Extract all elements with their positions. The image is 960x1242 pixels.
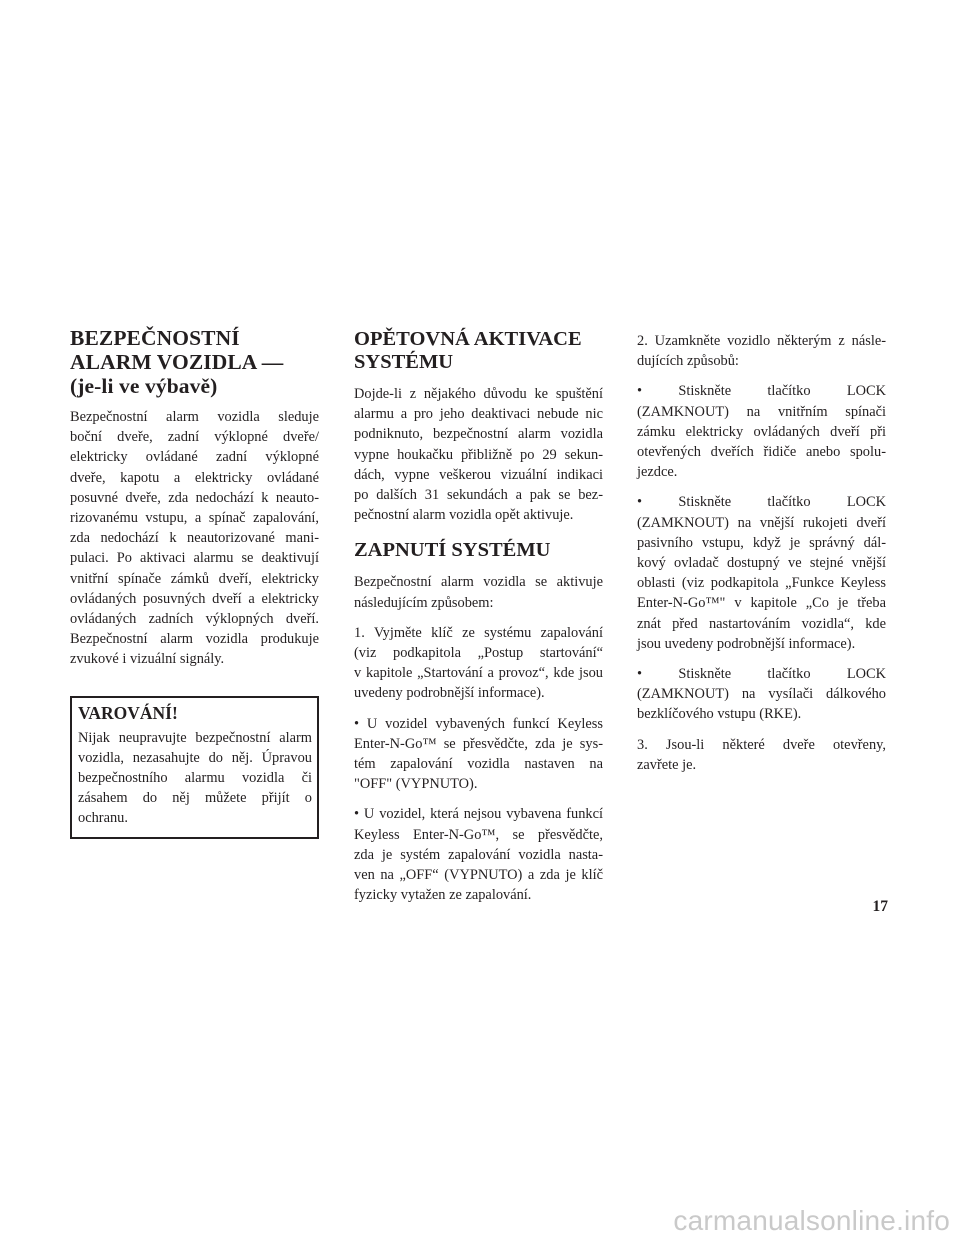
enable-step-1 xyxy=(354,623,603,704)
text-line: • Stiskněte tlačítko LOCK xyxy=(637,494,886,511)
text-line: uvedeny podrobnější informace). xyxy=(354,685,545,702)
text-line: ovládaných zadních výklopných dveří. xyxy=(70,611,319,628)
heading-rearm-system xyxy=(354,328,603,374)
text-line: dách, vypne veškerou vizuální indikaci xyxy=(354,466,603,483)
enable-intro xyxy=(354,572,603,612)
enable-bullet-keyless xyxy=(354,714,603,795)
text-line: dujících způsobů: xyxy=(637,353,739,370)
text-line: zásahem do něj můžete přijít o xyxy=(78,790,312,807)
text-line: zda nedochází k neautorizované mani- xyxy=(70,530,319,547)
text-line: Bezpečnostní alarm vozidla se aktivuje xyxy=(354,574,603,591)
lock-bullet-exterior-handle xyxy=(637,492,886,654)
text-line: alarmu a pro jeho deaktivaci nebude nic xyxy=(354,406,603,423)
text-line: po dalších 31 sekundách a pak se bez- xyxy=(354,487,603,504)
heading-vehicle-security-alarm xyxy=(70,326,319,398)
enable-bullet-no-keyless xyxy=(354,804,603,905)
text-line: elektricky ovládané zadní výklopné xyxy=(70,449,319,466)
page-number: 17 xyxy=(872,898,888,915)
text-line: "OFF" (VYPNUTO). xyxy=(354,776,478,793)
text-line: Dojde-li z nějakého důvodu ke spuštění xyxy=(354,386,603,402)
watermark: carmanualsonline.info xyxy=(673,1205,950,1236)
text-line: jsou uvedeny podrobnější informace). xyxy=(637,635,856,652)
text-line: bezklíčového vstupu (RKE). xyxy=(637,706,802,723)
text-line: znát před nastartováním vozidla“, kde xyxy=(637,615,886,632)
text-line: 1. Vyjměte klíč ze systému zapalování xyxy=(354,624,603,641)
heading-line: OPĚTOVNÁ AKTIVACE xyxy=(354,328,582,350)
heading-enable-system: ZAPNUTÍ SYSTÉMU xyxy=(354,539,551,562)
text-line: • U vozidel, která nejsou vybavena funkcí xyxy=(354,806,603,823)
text-line: bezpečnostního alarmu vozidla či xyxy=(78,770,312,787)
text-line: oblasti (viz podkapitola „Funkce Keyless xyxy=(637,575,886,592)
text-line: posuvné dveře, zda nedochází k neauto- xyxy=(70,489,319,506)
text-line: vozidla, nezasahujte do něj. Úpravou xyxy=(78,749,312,766)
text-line: tém zapalování vozidla nastaven na xyxy=(354,756,603,773)
alarm-description xyxy=(70,407,319,670)
text-line: 2. Uzamkněte vozidlo některým z násle- xyxy=(637,333,886,349)
text-line: fyzicky vytažen ze zapalování. xyxy=(354,887,532,904)
text-line: (ZAMKNOUT) na vnitřním spínači xyxy=(637,403,886,420)
enable-step-2 xyxy=(637,331,886,371)
text-line: následujícím způsobem: xyxy=(354,594,494,611)
warning-text xyxy=(78,728,312,829)
lock-bullet-rke-transmitter xyxy=(637,664,886,725)
text-line: • Stiskněte tlačítko LOCK xyxy=(637,666,886,683)
text-line: vypne houkačku přibližně po 29 sekun- xyxy=(354,446,603,463)
text-line: Enter-N-Go™" v kapitole „Co je třeba xyxy=(637,595,886,612)
column-middle xyxy=(354,0,603,905)
enable-step-3 xyxy=(637,735,886,775)
warning-title: VAROVÁNÍ! xyxy=(78,702,178,723)
text-line: pasivního vstupu, když je správný dál- xyxy=(637,534,886,551)
heading-line: (je-li ve výbavě) xyxy=(70,374,218,398)
text-line: (viz podkapitola „Postup startování“ xyxy=(354,645,603,662)
text-line: ven na „OFF“ (VYPNUTO) a zda je klíč xyxy=(354,867,603,884)
text-line: zda je systém zapalování vozidla nasta- xyxy=(354,846,603,863)
text-line: zavřete je. xyxy=(637,756,697,773)
text-line: Nijak neupravujte bezpečnostní alarm xyxy=(78,729,312,746)
text-line: (ZAMKNOUT) na vnější rukojeti dveří xyxy=(637,514,886,531)
text-line: • Stiskněte tlačítko LOCK xyxy=(637,383,886,400)
text-line: vnitřní spínače zámků dveří, elektricky xyxy=(70,570,319,587)
column-left xyxy=(70,0,319,839)
text-line: ochranu. xyxy=(78,810,128,827)
text-line: Keyless Enter-N-Go™, se přesvědčte, xyxy=(354,826,603,843)
text-line: zámku elektricky ovládaných dveří při xyxy=(637,423,886,440)
column-right xyxy=(637,0,886,775)
text-line: Bezpečnostní alarm vozidla sleduje xyxy=(70,409,319,425)
text-line: kový ovladač dostupný ve stejné vnější xyxy=(637,555,886,572)
text-line: otevřených dveřích řidiče anebo spolu- xyxy=(637,444,886,461)
text-line: ovládaných posuvných dveří a elektricky xyxy=(70,590,319,607)
text-line: (ZAMKNOUT) na vysílači dálkového xyxy=(637,686,886,703)
rearm-description xyxy=(354,384,603,525)
text-line: 3. Jsou-li některé dveře otevřeny, xyxy=(637,736,886,753)
text-line: zvukové i vizuální signály. xyxy=(70,651,225,668)
text-line: Enter-N-Go™ se přesvědčte, zda je sys- xyxy=(354,735,603,752)
text-line: • U vozidel vybavených funkcí Keyless xyxy=(354,715,603,732)
heading-line: ALARM VOZIDLA — xyxy=(70,350,284,374)
lock-bullet-interior-switch xyxy=(637,381,886,482)
warning-box xyxy=(70,696,319,839)
text-line: v kapitole „Startování a provoz“, kde jsou xyxy=(354,665,603,682)
heading-line: BEZPEČNOSTNÍ xyxy=(70,326,240,350)
text-line: Bezpečnostní alarm vozidla produkuje xyxy=(70,631,319,648)
text-line: dveře, kapotu a elektricky ovládané xyxy=(70,469,319,486)
text-line: podniknuto, bezpečnostní alarm vozidla xyxy=(354,426,603,443)
text-line: jezdce. xyxy=(637,464,678,481)
text-line: boční dveře, zadní výklopné dveře/ xyxy=(70,429,319,446)
text-line: pečnostní alarm vozidla opět aktivuje. xyxy=(354,507,574,524)
text-line: pulaci. Po aktivaci alarmu se deaktivují xyxy=(70,550,319,567)
text-line: rizovanému vstupu, a spínač zapalování, xyxy=(70,510,319,527)
heading-line: SYSTÉMU xyxy=(354,351,454,373)
